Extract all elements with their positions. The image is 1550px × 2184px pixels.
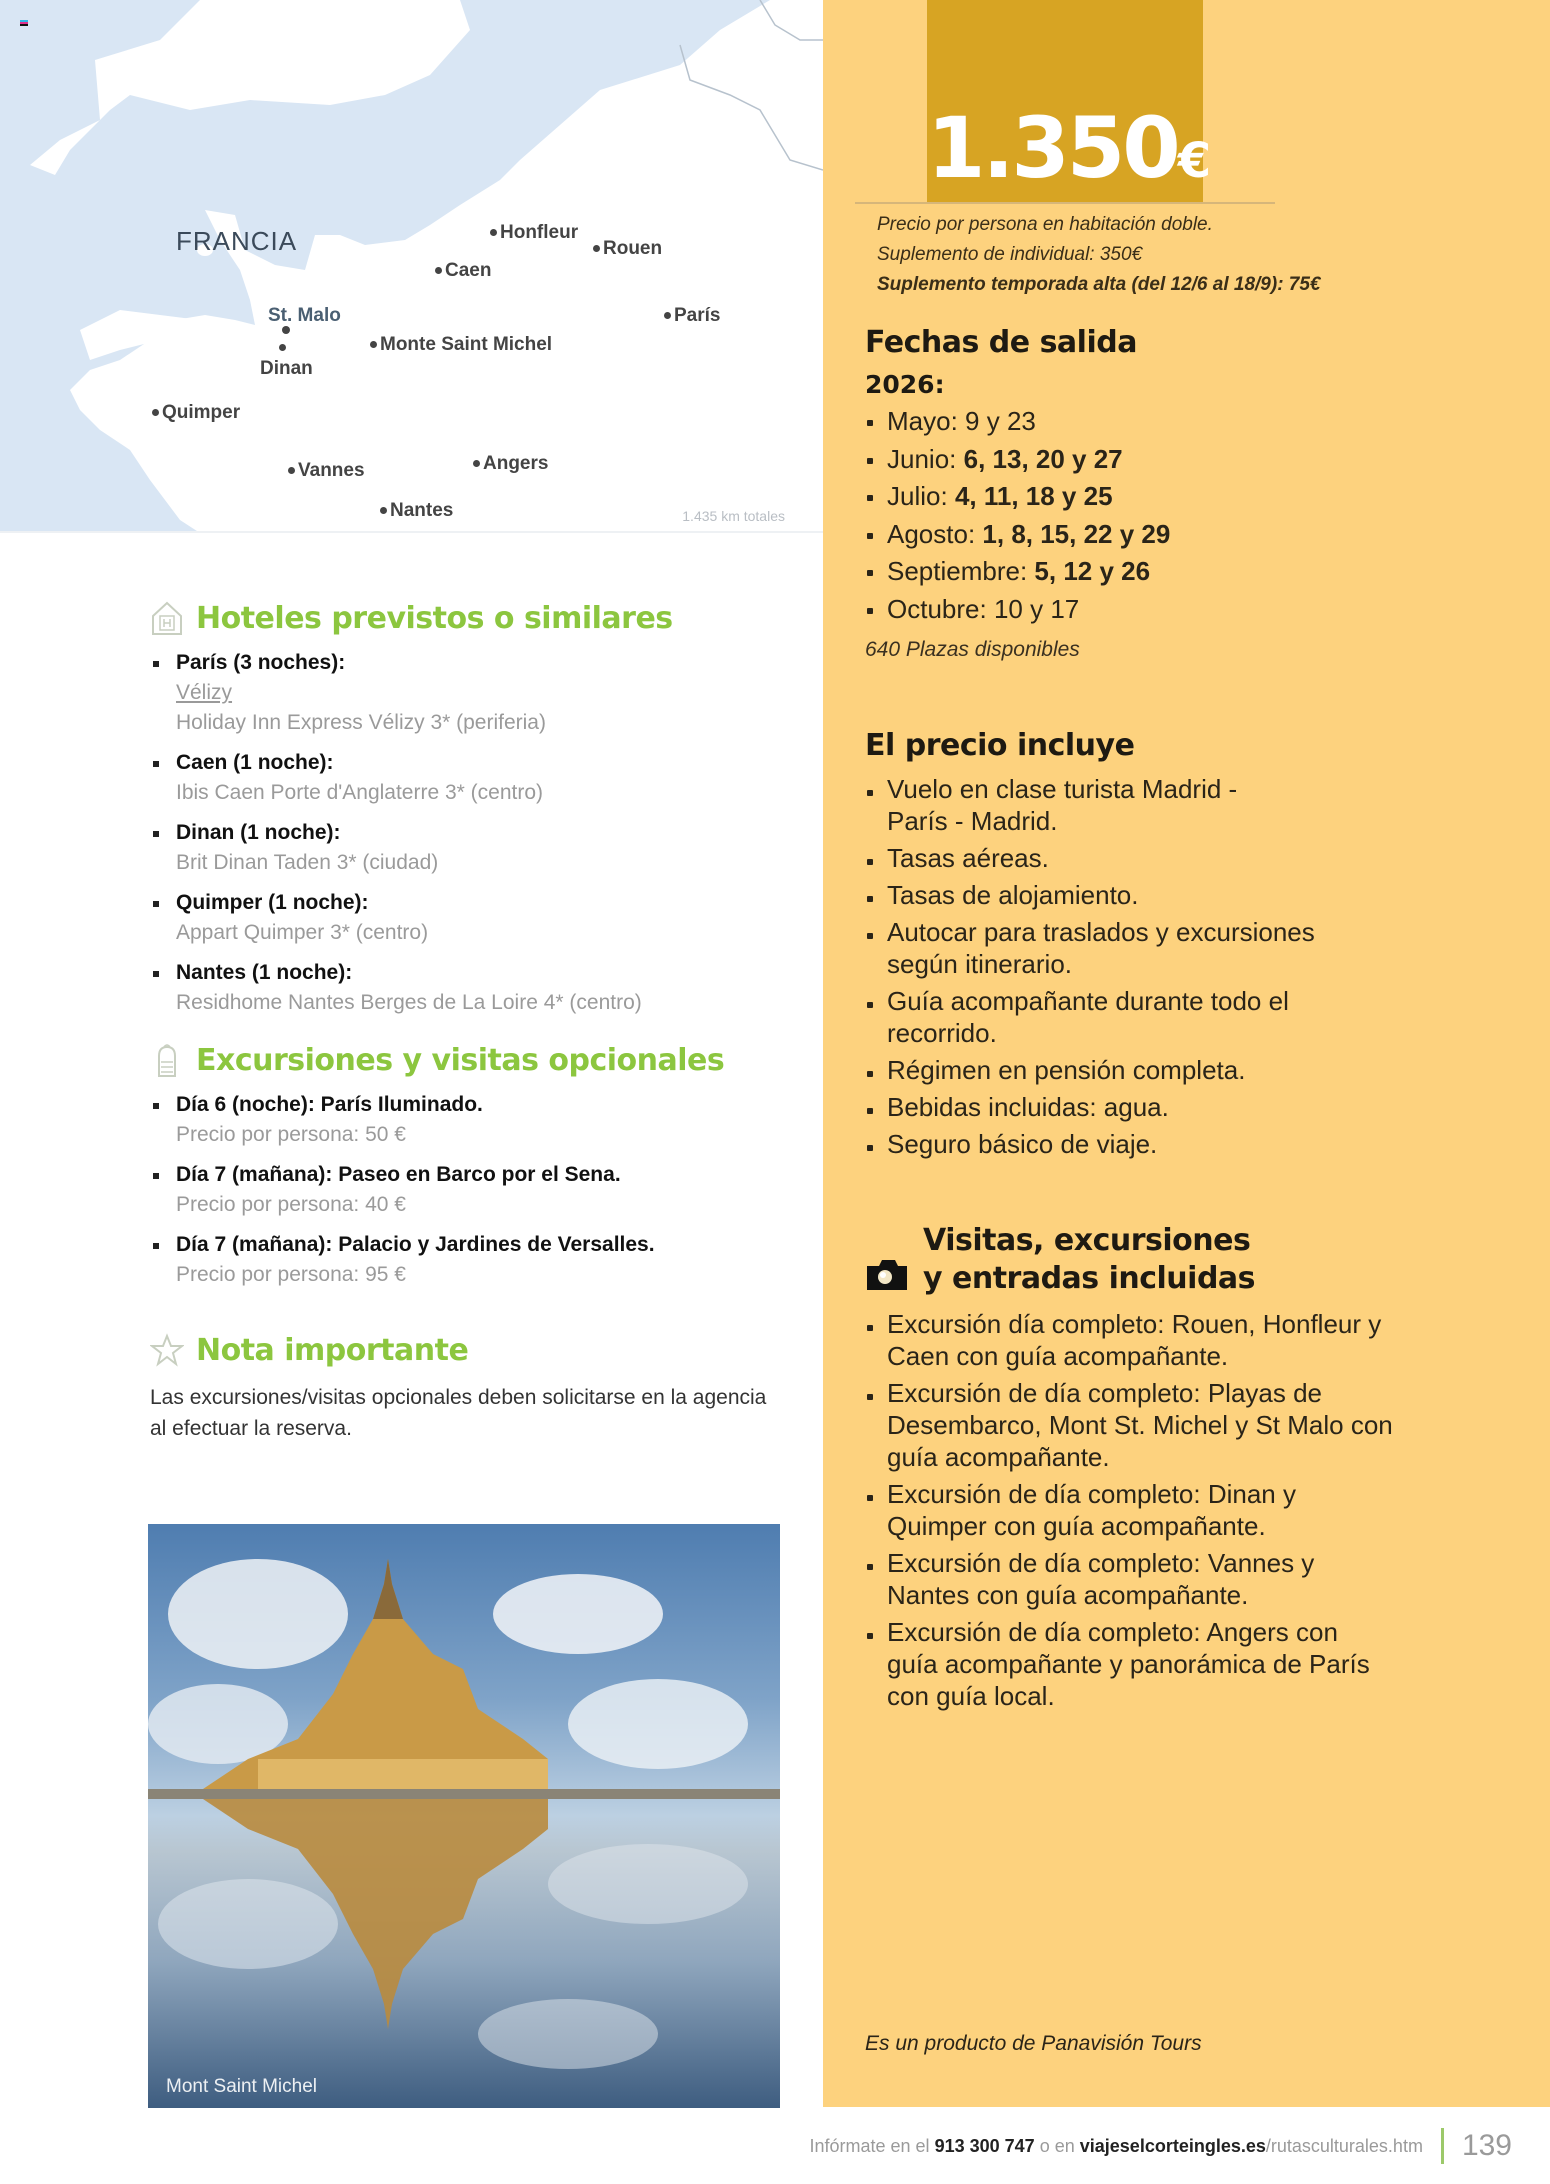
optional-excursion-item: Día 6 (noche): París Iluminado. Precio por persona: 50 € <box>150 1090 780 1150</box>
map-city-paris: París <box>664 305 720 327</box>
important-note-heading <box>150 1332 780 1368</box>
map-city-rouen: Rouen <box>593 238 662 260</box>
city-dot-icon <box>288 467 295 474</box>
camera-icon <box>865 1256 909 1292</box>
page-footer <box>809 2128 1512 2164</box>
departure-month-item: Junio: 6, 13, 20 y 27 <box>865 441 1505 479</box>
hotel-item: Nantes (1 noche): Residhome Nantes Berges de La Loire 4* (centro) <box>150 958 780 1018</box>
departure-dates-title: Fechas de salida <box>865 325 1137 360</box>
includes-item: Guía acompañante durante todo el recorrido. <box>865 985 1325 1049</box>
includes-item: Vuelo en clase turista Madrid - París - Madrid. <box>865 773 1295 837</box>
price-divider <box>855 202 1275 204</box>
map-city-vannes: Vannes <box>288 460 365 482</box>
map-city-st-malo: St. Malo <box>268 305 341 326</box>
city-dot-icon <box>282 326 290 334</box>
price-panel <box>823 0 1550 2107</box>
included-visits-heading <box>865 1222 1505 1298</box>
departure-dates-section <box>865 325 1505 662</box>
departure-month-item: Mayo: 9 y 23 <box>865 403 1505 441</box>
optional-excursions-list <box>150 1090 780 1290</box>
price-includes-section <box>865 728 1505 1165</box>
backpack-icon <box>150 1042 184 1078</box>
footer-website-link[interactable]: viajeselcorteingles.es <box>1079 2135 1266 2156</box>
hotels-title: Hoteles previstos o similares <box>196 600 673 636</box>
city-dot-icon <box>435 267 442 274</box>
price-amount: 1.350€ <box>927 99 1212 197</box>
includes-item: Tasas aéreas. <box>865 842 1505 874</box>
important-note-section <box>150 1332 780 1444</box>
footer-contact: Infórmate en el 913 300 747 o en viajeselcorteingles.es/rutasculturales.htm <box>809 2135 1423 2156</box>
footer-divider <box>1441 2128 1444 2164</box>
mont-saint-michel-photo <box>148 1524 780 2108</box>
included-visits-section <box>865 1222 1505 1717</box>
optional-excursions-title: Excursiones y visitas opcionales <box>196 1042 725 1078</box>
map-city-honfleur: Honfleur <box>490 222 578 244</box>
city-dot-icon <box>473 460 480 467</box>
departure-month-item: Julio: 4, 11, 18 y 25 <box>865 478 1505 516</box>
city-dot-icon <box>490 229 497 236</box>
map-city-angers: Angers <box>473 453 548 475</box>
city-dot-icon <box>664 312 671 319</box>
print-registration-mark <box>20 20 28 27</box>
city-dot-icon <box>152 409 159 416</box>
important-note-title: Nota importante <box>196 1332 469 1368</box>
photo-caption: Mont Saint Michel <box>166 2076 318 2097</box>
optional-excursions-section <box>150 1042 780 1290</box>
departure-month-item: Octubre: 10 y 17 <box>865 591 1505 629</box>
optional-excursion-item: Día 7 (mañana): Paseo en Barco por el Sena. Precio por persona: 40 € <box>150 1160 780 1220</box>
city-dot-icon <box>370 341 377 348</box>
included-visits-list <box>865 1308 1505 1712</box>
price-box <box>927 0 1212 203</box>
included-visit-item: Excursión día completo: Rouen, Honfleur y Caen con guía acompañante. <box>865 1308 1425 1372</box>
price-includes-list <box>865 773 1505 1160</box>
departure-month-item: Agosto: 1, 8, 15, 22 y 29 <box>865 516 1505 554</box>
map-country-label: FRANCIA <box>176 226 298 256</box>
map-city-monte-saint-michel: Monte Saint Michel <box>370 334 552 356</box>
hotels-section <box>150 600 780 1018</box>
includes-item: Bebidas incluidas: agua. <box>865 1091 1505 1123</box>
price-note-double-room: Precio por persona en habitación doble. <box>877 214 1213 235</box>
left-column <box>150 600 780 1444</box>
includes-item: Tasas de alojamiento. <box>865 879 1505 911</box>
producer-note: Es un producto de Panavisión Tours <box>865 2032 1202 2055</box>
included-visits-title-line2: y entradas incluidas <box>923 1261 1256 1296</box>
page-number: 139 <box>1461 2129 1512 2162</box>
hotels-list <box>150 648 780 1018</box>
departure-year: 2026: <box>865 370 945 399</box>
departure-months-list <box>865 403 1505 628</box>
includes-item: Seguro básico de viaje. <box>865 1128 1505 1160</box>
hotels-heading <box>150 600 780 636</box>
map-city-nantes: Nantes <box>380 500 453 522</box>
star-icon <box>150 1332 184 1368</box>
city-dot-icon <box>380 507 387 514</box>
includes-item: Régimen en pensión completa. <box>865 1054 1505 1086</box>
route-map <box>0 0 823 533</box>
hotel-item: Quimper (1 noche): Appart Quimper 3* (centro) <box>150 888 780 948</box>
map-landmass <box>0 0 823 533</box>
available-seats: 640 Plazas disponibles <box>865 638 1080 661</box>
optional-excursion-item: Día 7 (mañana): Palacio y Jardines de Versalles. Precio por persona: 95 € <box>150 1230 780 1290</box>
price-notes <box>877 210 1321 300</box>
departure-month-item: Septiembre: 5, 12 y 26 <box>865 553 1505 591</box>
price-note-high-season: Suplemento temporada alta (del 12/6 al 18/9): 75€ <box>877 274 1321 295</box>
map-city-caen: Caen <box>435 260 491 282</box>
map-city-quimper: Quimper <box>152 402 240 424</box>
city-dot-icon <box>593 245 600 252</box>
city-dot-icon <box>279 344 286 351</box>
included-visit-item: Excursión de día completo: Vannes y Nantes con guía acompañante. <box>865 1547 1335 1611</box>
footer-phone[interactable]: 913 300 747 <box>934 2135 1035 2156</box>
price-note-single-supplement: Suplemento de individual: 350€ <box>877 244 1143 265</box>
footer-website-path[interactable]: /rutasculturales.htm <box>1265 2135 1423 2156</box>
included-visit-item: Excursión de día completo: Angers con guía acompañante y panorámica de París con guía local. <box>865 1616 1385 1712</box>
hotel-house-icon <box>150 600 184 636</box>
hotel-item: París (3 noches): Vélizy Holiday Inn Express Vélizy 3* (periferia) <box>150 648 780 738</box>
hotel-item: Caen (1 noche): Ibis Caen Porte d'Anglaterre 3* (centro) <box>150 748 780 808</box>
photo-illustration <box>148 1524 780 2108</box>
included-visit-item: Excursión de día completo: Dinan y Quimper con guía acompañante. <box>865 1478 1335 1542</box>
map-city-dinan: Dinan <box>260 358 313 379</box>
included-visits-title-line1: Visitas, excursiones <box>923 1223 1251 1258</box>
important-note-text: Las excursiones/visitas opcionales deben solicitarse en la agencia al efectuar la reserva. <box>150 1386 767 1440</box>
optional-excursions-heading <box>150 1042 780 1078</box>
velizy-link[interactable]: Vélizy <box>176 681 233 704</box>
includes-item: Autocar para traslados y excursiones según itinerario. <box>865 916 1385 980</box>
map-distance-note: 1.435 km totales <box>682 508 785 524</box>
included-visit-item: Excursión de día completo: Playas de Desembarco, Mont St. Michel y St Malo con guía acompañante. <box>865 1377 1405 1473</box>
hotel-item: Dinan (1 noche): Brit Dinan Taden 3* (ciudad) <box>150 818 780 878</box>
price-includes-title: El precio incluye <box>865 728 1135 763</box>
